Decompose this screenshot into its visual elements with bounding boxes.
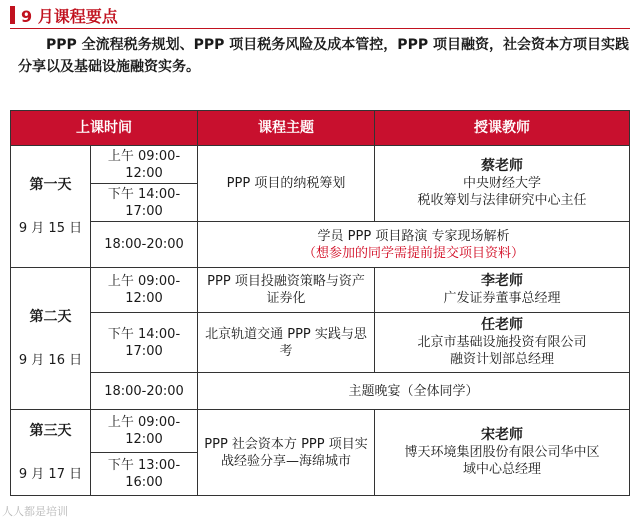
day2-teacher-pm-title: 融资计划部总经理 <box>449 352 554 367</box>
day1-label: 第一天 <box>29 176 72 193</box>
day2-label: 第二天 <box>29 308 72 325</box>
table-row <box>11 410 630 453</box>
day2-topic-pm: 北京轨道交通 PPP 实践与思考 <box>198 313 375 373</box>
day1-evening-note: （想参加的同学需提前提交项目资料） <box>302 245 524 261</box>
day3-date: 9 月 17 日 <box>18 466 83 482</box>
header-teacher: 授课教师 <box>375 111 630 146</box>
day1-evening-line1: 学员 PPP 项目路演 专家现场解析 <box>317 228 510 244</box>
day2-slot-am: 上午 09:00-12:00 <box>91 268 198 313</box>
day2-teacher-am-name: 李老师 <box>481 273 523 289</box>
day2-teacher-pm-name: 任老师 <box>481 317 523 333</box>
day3-topic: PPP 社会资本方 PPP 项目实战经验分享—海绵城市 <box>198 410 375 496</box>
day3-slot-pm: 下午 13:00-16:00 <box>91 453 198 496</box>
table-row <box>11 146 630 184</box>
day1-topic: PPP 项目的纳税筹划 <box>198 146 375 222</box>
day1-teacher-org: 中央财经大学 <box>462 176 541 191</box>
day1-evening-time: 18:00-20:00 <box>91 222 198 268</box>
schedule-table <box>10 110 630 496</box>
table-header-row <box>11 111 630 146</box>
header-topic: 课程主题 <box>198 111 375 146</box>
table-row <box>11 222 630 268</box>
day3-teacher-name: 宋老师 <box>481 427 523 443</box>
table-row <box>11 313 630 373</box>
day2-evening: 主题晚宴（全体同学） <box>198 373 630 410</box>
day2-date: 9 月 16 日 <box>18 352 83 368</box>
day1-cell <box>11 146 91 268</box>
table-row <box>11 268 630 313</box>
course-intro: PPP 全流程税务规划、PPP 项目税务风险及成本管控，PPP 项目融资，社会资本方项目实践分享以及基础设施融资实务。 <box>18 37 629 75</box>
day2-teacher-pm <box>375 313 630 373</box>
day1-evening <box>198 222 630 268</box>
day1-slot-pm: 下午 14:00-17:00 <box>91 184 198 222</box>
day2-evening-time: 18:00-20:00 <box>91 373 198 410</box>
day3-teacher-org: 博天环境集团股份有限公司华中区 <box>404 445 600 460</box>
day1-teacher-title: 税收筹划与法律研究中心主任 <box>417 193 587 208</box>
day1-teacher-name: 蔡老师 <box>481 158 523 174</box>
day3-label: 第三天 <box>29 422 72 439</box>
day2-teacher-am <box>375 268 630 313</box>
header-time: 上课时间 <box>11 111 198 146</box>
day2-topic-am: PPP 项目投融资策略与资产证券化 <box>198 268 375 313</box>
day3-cell <box>11 410 91 496</box>
section-heading <box>10 4 630 26</box>
day2-slot-pm: 下午 14:00-17:00 <box>91 313 198 373</box>
day2-cell <box>11 268 91 410</box>
table-row <box>11 373 630 410</box>
day3-teacher-title: 域中心总经理 <box>462 462 541 477</box>
day3-slot-am: 上午 09:00-12:00 <box>91 410 198 453</box>
day1-teacher <box>375 146 630 222</box>
watermark: 人人都是培训 <box>2 505 68 518</box>
day3-teacher <box>375 410 630 496</box>
section-title: 9 月课程要点 <box>21 6 118 26</box>
heading-divider <box>10 28 630 29</box>
day2-teacher-pm-org: 北京市基础设施投资有限公司 <box>417 335 587 350</box>
day2-teacher-am-title: 广发证券董事总经理 <box>443 291 561 306</box>
day1-slot-am: 上午 09:00-12:00 <box>91 146 198 184</box>
heading-accent-bar <box>10 6 15 24</box>
day1-date: 9 月 15 日 <box>18 220 83 236</box>
